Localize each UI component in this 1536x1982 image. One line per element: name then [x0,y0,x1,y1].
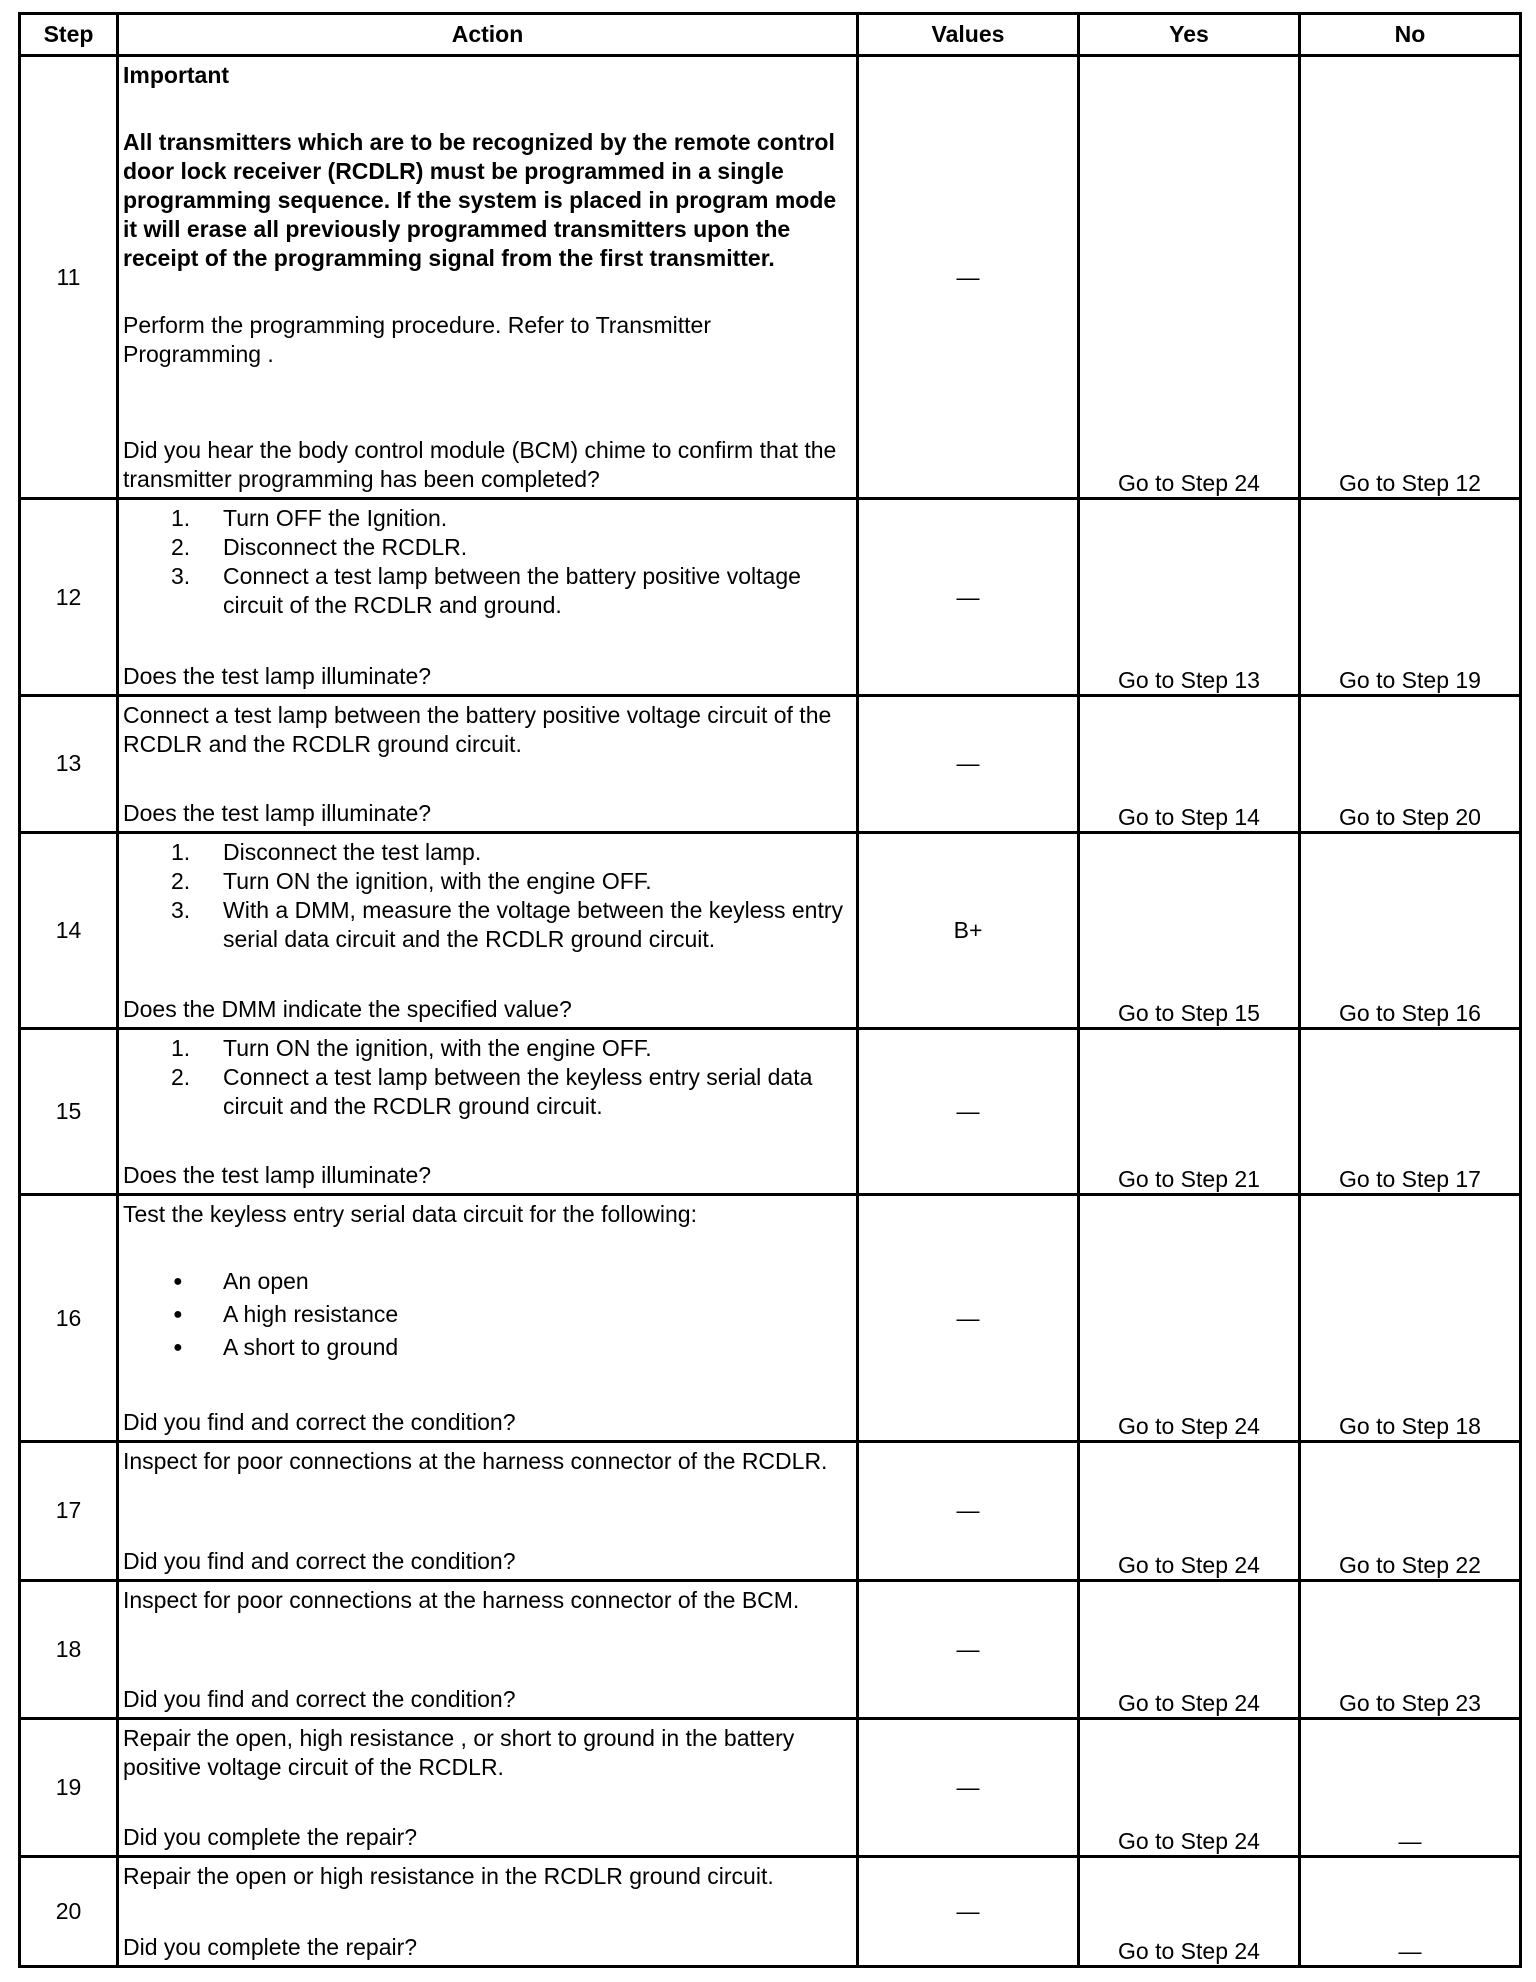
action-text: Inspect for poor connections at the harness connector of the RCDLR. [123,1448,828,1475]
action-question: Does the test lamp illuminate? [123,799,432,826]
header-yes: Yes [1079,14,1300,56]
table-row [20,832,1521,1028]
action-text: Inspect for poor connections at the harness connector of the BCM. [123,1586,800,1613]
values-cell: — [858,1856,1079,1966]
values-cell: — [858,695,1079,832]
no-cell: Go to Step 23 [1300,1580,1521,1718]
no-cell: Go to Step 19 [1300,499,1521,695]
table-row [20,56,1521,499]
numbered-list [123,1034,852,1121]
yes-cell: Go to Step 14 [1079,695,1300,832]
list-item: 1. Turn ON the ignition, with the engine OFF. [171,1035,652,1061]
action-cell [118,1856,858,1966]
step-number: 19 [20,1718,118,1856]
step-number: 11 [20,56,118,499]
table-row [20,1580,1521,1718]
yes-cell: Go to Step 24 [1079,1195,1300,1442]
important-text: All transmitters which are to be recognized by the remote control door lock receiver (RCDLR) must be programmed in a single programming sequence. If the system is placed in program mode it will erase all previously programmed transmitters upon the receipt of the programming signal from the first transmitter. [123,129,837,271]
no-cell: Go to Step 20 [1300,695,1521,832]
step-number: 12 [20,499,118,695]
action-cell [118,56,858,499]
step-number: 20 [20,1856,118,1966]
header-no: No [1300,14,1521,56]
no-cell: — [1300,1856,1521,1966]
no-cell: Go to Step 22 [1300,1442,1521,1580]
step-number: 17 [20,1442,118,1580]
action-text: Perform the programming procedure. Refer to Transmitter Programming . [123,312,712,367]
values-cell: — [858,1442,1079,1580]
action-cell [118,1029,858,1195]
step-number: 13 [20,695,118,832]
action-question: Does the test lamp illuminate? [123,662,432,689]
action-question: Does the DMM indicate the specified value? [123,996,572,1022]
header-step: Step [20,14,118,56]
table-row [20,499,1521,695]
yes-cell: Go to Step 21 [1079,1029,1300,1195]
list-item: 2. Disconnect the RCDLR. [171,534,468,561]
values-cell: — [858,1718,1079,1856]
yes-cell: Go to Step 13 [1079,499,1300,695]
bullet-list [123,1265,852,1364]
action-question: Did you find and correct the condition? [123,1685,516,1712]
values-cell: — [858,1029,1079,1195]
values-cell: — [858,1195,1079,1442]
step-number: 18 [20,1580,118,1718]
action-text: Repair the open or high resistance in the RCDLR ground circuit. [123,1862,774,1889]
action-question: Does the test lamp illuminate? [123,1162,432,1189]
no-cell: Go to Step 17 [1300,1029,1521,1195]
no-cell: Go to Step 12 [1300,56,1521,499]
list-item: ● A high resistance [123,1298,852,1331]
header-row [20,14,1521,56]
diagnostic-table [18,12,1522,1968]
yes-cell: Go to Step 24 [1079,1442,1300,1580]
list-item: ● A short to ground [123,1331,852,1364]
header-action: Action [118,14,858,56]
numbered-list [123,838,852,954]
action-text: Test the keyless entry serial data circuit for the following: [123,1201,697,1228]
action-cell [118,499,858,695]
action-text: Repair the open, high resistance , or short to ground in the battery positive voltage circuit of the RCDLR. [123,1724,795,1780]
action-cell [118,1442,858,1580]
list-item: 1. Disconnect the test lamp. [171,838,482,865]
table-row [20,1856,1521,1966]
action-question: Did you complete the repair? [123,1823,418,1850]
values-cell: — [858,1580,1079,1718]
action-text: Connect a test lamp between the battery positive voltage circuit of the RCDLR and the RCDLR ground circuit. [123,701,832,757]
list-item: ● An open [123,1265,852,1298]
action-cell [118,1580,858,1718]
no-cell: — [1300,1718,1521,1856]
values-cell: — [858,499,1079,695]
yes-cell: Go to Step 15 [1079,832,1300,1028]
yes-cell: Go to Step 24 [1079,56,1300,499]
step-number: 15 [20,1029,118,1195]
header-values: Values [858,14,1079,56]
list-item: 3. With a DMM, measure the voltage between the keyless entry serial data circuit and the RCDLR ground circuit. [171,896,844,952]
action-cell [118,832,858,1028]
step-number: 14 [20,832,118,1028]
yes-cell: Go to Step 24 [1079,1718,1300,1856]
step-number: 16 [20,1195,118,1442]
table-row [20,695,1521,832]
list-item: 2. Turn ON the ignition, with the engine OFF. [171,867,652,894]
action-question: Did you find and correct the condition? [123,1547,516,1574]
no-cell: Go to Step 16 [1300,832,1521,1028]
action-question: Did you hear the body control module (BCM) chime to confirm that the transmitter programming has been completed? [123,437,837,493]
list-item: 3. Connect a test lamp between the battery positive voltage circuit of the RCDLR and ground. [171,563,801,619]
table-row [20,1442,1521,1580]
list-item: 2. Connect a test lamp between the keyless entry serial data circuit and the RCDLR ground circuit. [171,1064,813,1119]
action-cell [118,1718,858,1856]
action-question: Did you find and correct the condition? [123,1409,516,1436]
action-cell [118,695,858,832]
table-row [20,1195,1521,1442]
list-item: 1. Turn OFF the Ignition. [171,505,448,532]
yes-cell: Go to Step 24 [1079,1580,1300,1718]
important-label: Important [123,62,230,88]
values-cell: B+ [858,832,1079,1028]
numbered-list [123,504,852,620]
action-question: Did you complete the repair? [123,1934,418,1960]
table-row [20,1718,1521,1856]
yes-cell: Go to Step 24 [1079,1856,1300,1966]
values-cell: — [858,56,1079,499]
no-cell: Go to Step 18 [1300,1195,1521,1442]
action-cell [118,1195,858,1442]
table-row [20,1029,1521,1195]
